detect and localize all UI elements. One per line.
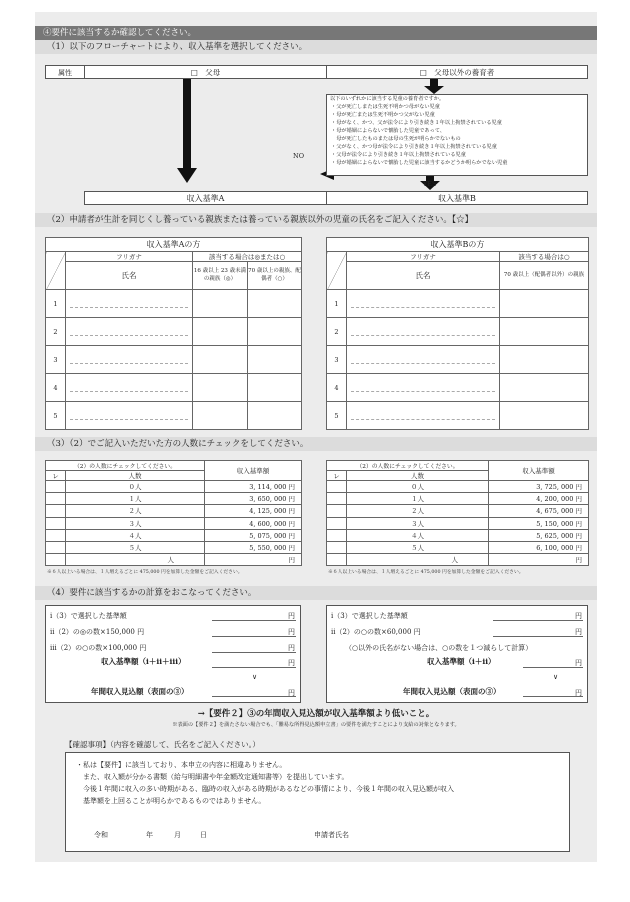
check-cell[interactable] — [46, 493, 66, 505]
requirement-text: →【要件２】③の年間収入見込額が収入基準額より低いこと。 — [197, 709, 435, 719]
annual-income-label: 年間収入見込額（表面の③） — [403, 687, 501, 696]
name-input[interactable] — [66, 346, 193, 374]
calc-box-b: ⅰ（3）で選択した基準額 円 ⅱ（2）の○の数×60,000 円 円 （○以外の氏名がない場合は、○の数を１つ減らして計算） 収入基準額（ⅰ＋ⅱ） 円 ∨ 年間収入見込額（表面の③） 円 — [326, 605, 588, 703]
condition-item: 母が死亡したものまたは母の生死が明らかでないもの — [331, 136, 461, 142]
confirm-box: ・私は【要件】に該当しており、本申立の内容に相違ありません。 また、収入額が分かる書類（給与明細書や年金額改定通知書等）を提出しています。 今後１年間に収入の多い時期がある、臨時の収入がある時期があるなどの事情により、今後１年間の収入見込額が収入 基準額を上回ることが明らかであるものではありません。 令和 年 月 日 申請者氏名 — [65, 752, 570, 852]
condition-item: ・母が婚姻によらないで懐胎した児童であって、 — [331, 128, 445, 134]
check-cell[interactable] — [193, 318, 248, 346]
annual-income-input[interactable] — [523, 696, 583, 697]
check-cell[interactable] — [248, 318, 302, 346]
table-row — [327, 553, 589, 565]
section-header-calc — [35, 586, 597, 600]
name-input[interactable] — [347, 290, 500, 318]
check-cell[interactable] — [46, 517, 66, 529]
check-cell[interactable] — [248, 346, 302, 374]
check-cell[interactable] — [193, 374, 248, 402]
table-row: 3 — [46, 346, 302, 374]
check-cell[interactable] — [500, 346, 589, 374]
amount-input[interactable]: 円 — [205, 553, 302, 565]
name-input[interactable] — [66, 374, 193, 402]
table-row: ４人 5, 625, 000 円 — [327, 529, 589, 541]
condition-item: ・母がなく、かつ、父が法令により引き続き１年以上拘禁されている児童 — [331, 120, 502, 126]
check-cell[interactable] — [327, 553, 347, 565]
amount-input[interactable] — [212, 652, 296, 653]
check-cell[interactable] — [193, 346, 248, 374]
count-head: （2）の人数にチェックしてください。 — [327, 461, 489, 471]
check-cell[interactable] — [46, 505, 66, 517]
table-row: 1 — [327, 290, 589, 318]
result-a-cell: 収入基準A — [84, 191, 327, 205]
check-cell[interactable] — [248, 402, 302, 430]
table-row: 1 — [46, 290, 302, 318]
condition-item: ・母が婚姻によらないで懐胎した児童に該当するかどうか明らかでない児童 — [331, 160, 508, 166]
relatives-table-a — [45, 237, 302, 430]
table-row: ０人 3, 114, 000 円 — [46, 481, 302, 493]
check-header: レ — [46, 471, 66, 481]
confirm-title: 【確認事項】（内容を確認して、氏名をご記入ください。） — [65, 740, 260, 749]
date-year[interactable]: 年 — [146, 831, 153, 839]
parent-option[interactable]: □ 父母 — [84, 65, 327, 79]
table-row — [46, 553, 302, 565]
name-input[interactable] — [66, 318, 193, 346]
requirement-note: ※表面の【要件２】を満たさない場合でも、「難易な所得見込額申立書」の要件を満たすことにより支給の対象となります。 — [172, 722, 460, 728]
name-input[interactable] — [66, 290, 193, 318]
section-title: ④要件に該当するか確認してください。 — [43, 28, 197, 38]
check-cell[interactable] — [327, 517, 347, 529]
col-relative-70: 70 歳以上の親族、配偶者（○） — [248, 262, 302, 290]
standard-header: 収入基準額 — [489, 461, 589, 481]
condition-item: ・父母が法令により引き続き１年以上拘禁されている児童 — [331, 152, 466, 158]
furigana-header: フリガナ — [347, 252, 500, 262]
check-cell[interactable] — [193, 402, 248, 430]
check-header: レ — [327, 471, 347, 481]
table-row: 2 — [327, 318, 589, 346]
col-relative-16-23: 16 歳以上 23 歳未満の親族（◎） — [193, 262, 248, 290]
date-era: 令和 — [94, 831, 108, 839]
people-input[interactable]: 人 — [347, 553, 489, 565]
count-head: （2）の人数にチェックしてください。 — [46, 461, 205, 471]
conditions-box — [326, 94, 588, 176]
check-cell[interactable] — [46, 553, 66, 565]
applicable-header: 該当する場合は◎または○ — [193, 252, 302, 262]
standard-total-label: 収入基準額（ⅰ＋ⅱ） — [427, 657, 496, 666]
count-table-a — [45, 460, 302, 566]
section-title: （2）申請者が生計を同じくし養っている親族または養っている親族以外の児童の氏名をご記入ください。【☆】 — [47, 215, 474, 225]
date-day[interactable]: 日 — [200, 831, 207, 839]
relatives-table-b — [326, 237, 589, 430]
no-label: NO — [293, 152, 305, 160]
count-note: ※６人以上いる場合は、１人増えるごとに 475,000 円を加算した金額をご記入ください。 — [47, 570, 243, 575]
amount-input[interactable] — [212, 636, 296, 637]
name-input[interactable] — [66, 402, 193, 430]
check-cell[interactable] — [500, 318, 589, 346]
check-cell[interactable] — [500, 374, 589, 402]
condition-item: ・父がなく、かつ母が法令により引き続き１年以上拘禁されている児童 — [331, 144, 497, 150]
table-row: １人 4, 200, 000 円 — [327, 493, 589, 505]
conditions-title: 以下のいずれかに該当する児童の養育者ですか。 — [330, 96, 445, 102]
furigana-header: フリガナ — [66, 252, 193, 262]
count-note: ※６人以上いる場合は、１人増えるごとに 475,000 円を加算した金額をご記入ください。 — [328, 570, 524, 575]
annual-income-label: 年間収入見込額（表面の③） — [91, 687, 189, 696]
annual-income-input[interactable] — [212, 696, 296, 697]
table-row: 5 — [327, 402, 589, 430]
greater-than-icon: ∨ — [553, 673, 559, 681]
yes-label: YES — [423, 180, 437, 188]
table-row: 3 — [327, 346, 589, 374]
table-a-title: 収入基準Aの方 — [46, 238, 302, 252]
check-cell[interactable] — [327, 541, 347, 553]
condition-item: ・父が死亡しまたは生死不明かつ母がない児童 — [331, 104, 440, 110]
section-header-count — [35, 437, 597, 451]
people-header: 人数 — [347, 471, 489, 481]
table-row: 5 — [46, 402, 302, 430]
table-row: 4 — [327, 374, 589, 402]
table-row: 4 — [46, 374, 302, 402]
count-table-b — [326, 460, 589, 566]
check-cell[interactable] — [46, 529, 66, 541]
section-header-relatives — [35, 213, 597, 227]
check-cell[interactable] — [248, 374, 302, 402]
name-input[interactable] — [347, 374, 500, 402]
table-row: ４人 5, 075, 000 円 — [46, 529, 302, 541]
standard-total-input[interactable] — [523, 667, 583, 668]
check-cell[interactable] — [327, 505, 347, 517]
calc-box-a: ⅰ（3）で選択した基準額 円 ⅱ（2）の◎の数×150,000 円 円 ⅲ（2）の○の数×100,000 円 円 収入基準額（ⅰ＋ⅱ＋ⅲ） 円 ∨ 年間収入見込額（表面の③） 円 — [45, 605, 301, 703]
table-row: ５人 6, 100, 000 円 — [327, 541, 589, 553]
check-cell[interactable] — [327, 493, 347, 505]
name-input[interactable] — [347, 346, 500, 374]
table-b-title: 収入基準Bの方 — [327, 238, 589, 252]
section-title: （4）要件に該当するかの計算をおこなってください。 — [47, 588, 257, 598]
check-cell[interactable] — [46, 481, 66, 493]
applicant-name-label: 申請者氏名 — [314, 831, 349, 839]
check-cell[interactable] — [500, 402, 589, 430]
table-row: ２人 4, 125, 000 円 — [46, 505, 302, 517]
table-row: ３人 4, 600, 000 円 — [46, 517, 302, 529]
standard-total-label: 収入基準額（ⅰ＋ⅱ＋ⅲ） — [101, 657, 186, 666]
table-row: ５人 5, 550, 000 円 — [46, 541, 302, 553]
check-cell[interactable] — [327, 529, 347, 541]
arrow-down-icon — [177, 168, 197, 183]
people-input[interactable]: 人 — [66, 553, 205, 565]
arrow-down-icon — [424, 86, 444, 94]
table-row: １人 3, 650, 000 円 — [46, 493, 302, 505]
name-input[interactable] — [347, 318, 500, 346]
amount-input[interactable] — [493, 620, 583, 621]
check-cell[interactable] — [500, 290, 589, 318]
amount-input[interactable] — [493, 636, 583, 637]
diagonal-cell — [327, 252, 347, 290]
check-cell[interactable] — [193, 290, 248, 318]
greater-than-icon: ∨ — [252, 673, 258, 681]
people-header: 人数 — [66, 471, 205, 481]
table-row: ０人 3, 725, 000 円 — [327, 481, 589, 493]
check-cell[interactable] — [46, 541, 66, 553]
table-row: 2 — [46, 318, 302, 346]
amount-input[interactable] — [212, 620, 296, 621]
result-b-cell: 収入基準B — [326, 191, 588, 205]
other-guardian-option[interactable]: □ 父母以外の養育者 — [326, 65, 588, 79]
diagonal-cell — [46, 252, 66, 290]
check-cell[interactable] — [327, 481, 347, 493]
table-row: ３人 5, 150, 000 円 — [327, 517, 589, 529]
standard-header: 収入基準額 — [205, 461, 302, 481]
name-input[interactable] — [347, 402, 500, 430]
name-header: 氏名 — [347, 262, 500, 290]
amount-input[interactable]: 円 — [489, 553, 589, 565]
check-cell[interactable] — [248, 290, 302, 318]
condition-item: ・母が死亡または生死不明かつ父がない児童 — [331, 112, 435, 118]
section-title: （1）以下のフローチャートにより、収入基準を選択してください。 — [47, 42, 308, 52]
col-relative-70: 70 歳以上（配偶者以外）の親族 — [500, 262, 589, 290]
section-title: （3）（2）でご記入いただいた方の人数にチェックをしてください。 — [47, 439, 309, 449]
table-row: ２人 4, 675, 000 円 — [327, 505, 589, 517]
date-month[interactable]: 月 — [174, 831, 181, 839]
applicable-header: 該当する場合は○ — [500, 252, 589, 262]
standard-total-input[interactable] — [212, 667, 296, 668]
attr-label-cell: 属性 — [45, 65, 85, 79]
name-header: 氏名 — [66, 262, 193, 290]
